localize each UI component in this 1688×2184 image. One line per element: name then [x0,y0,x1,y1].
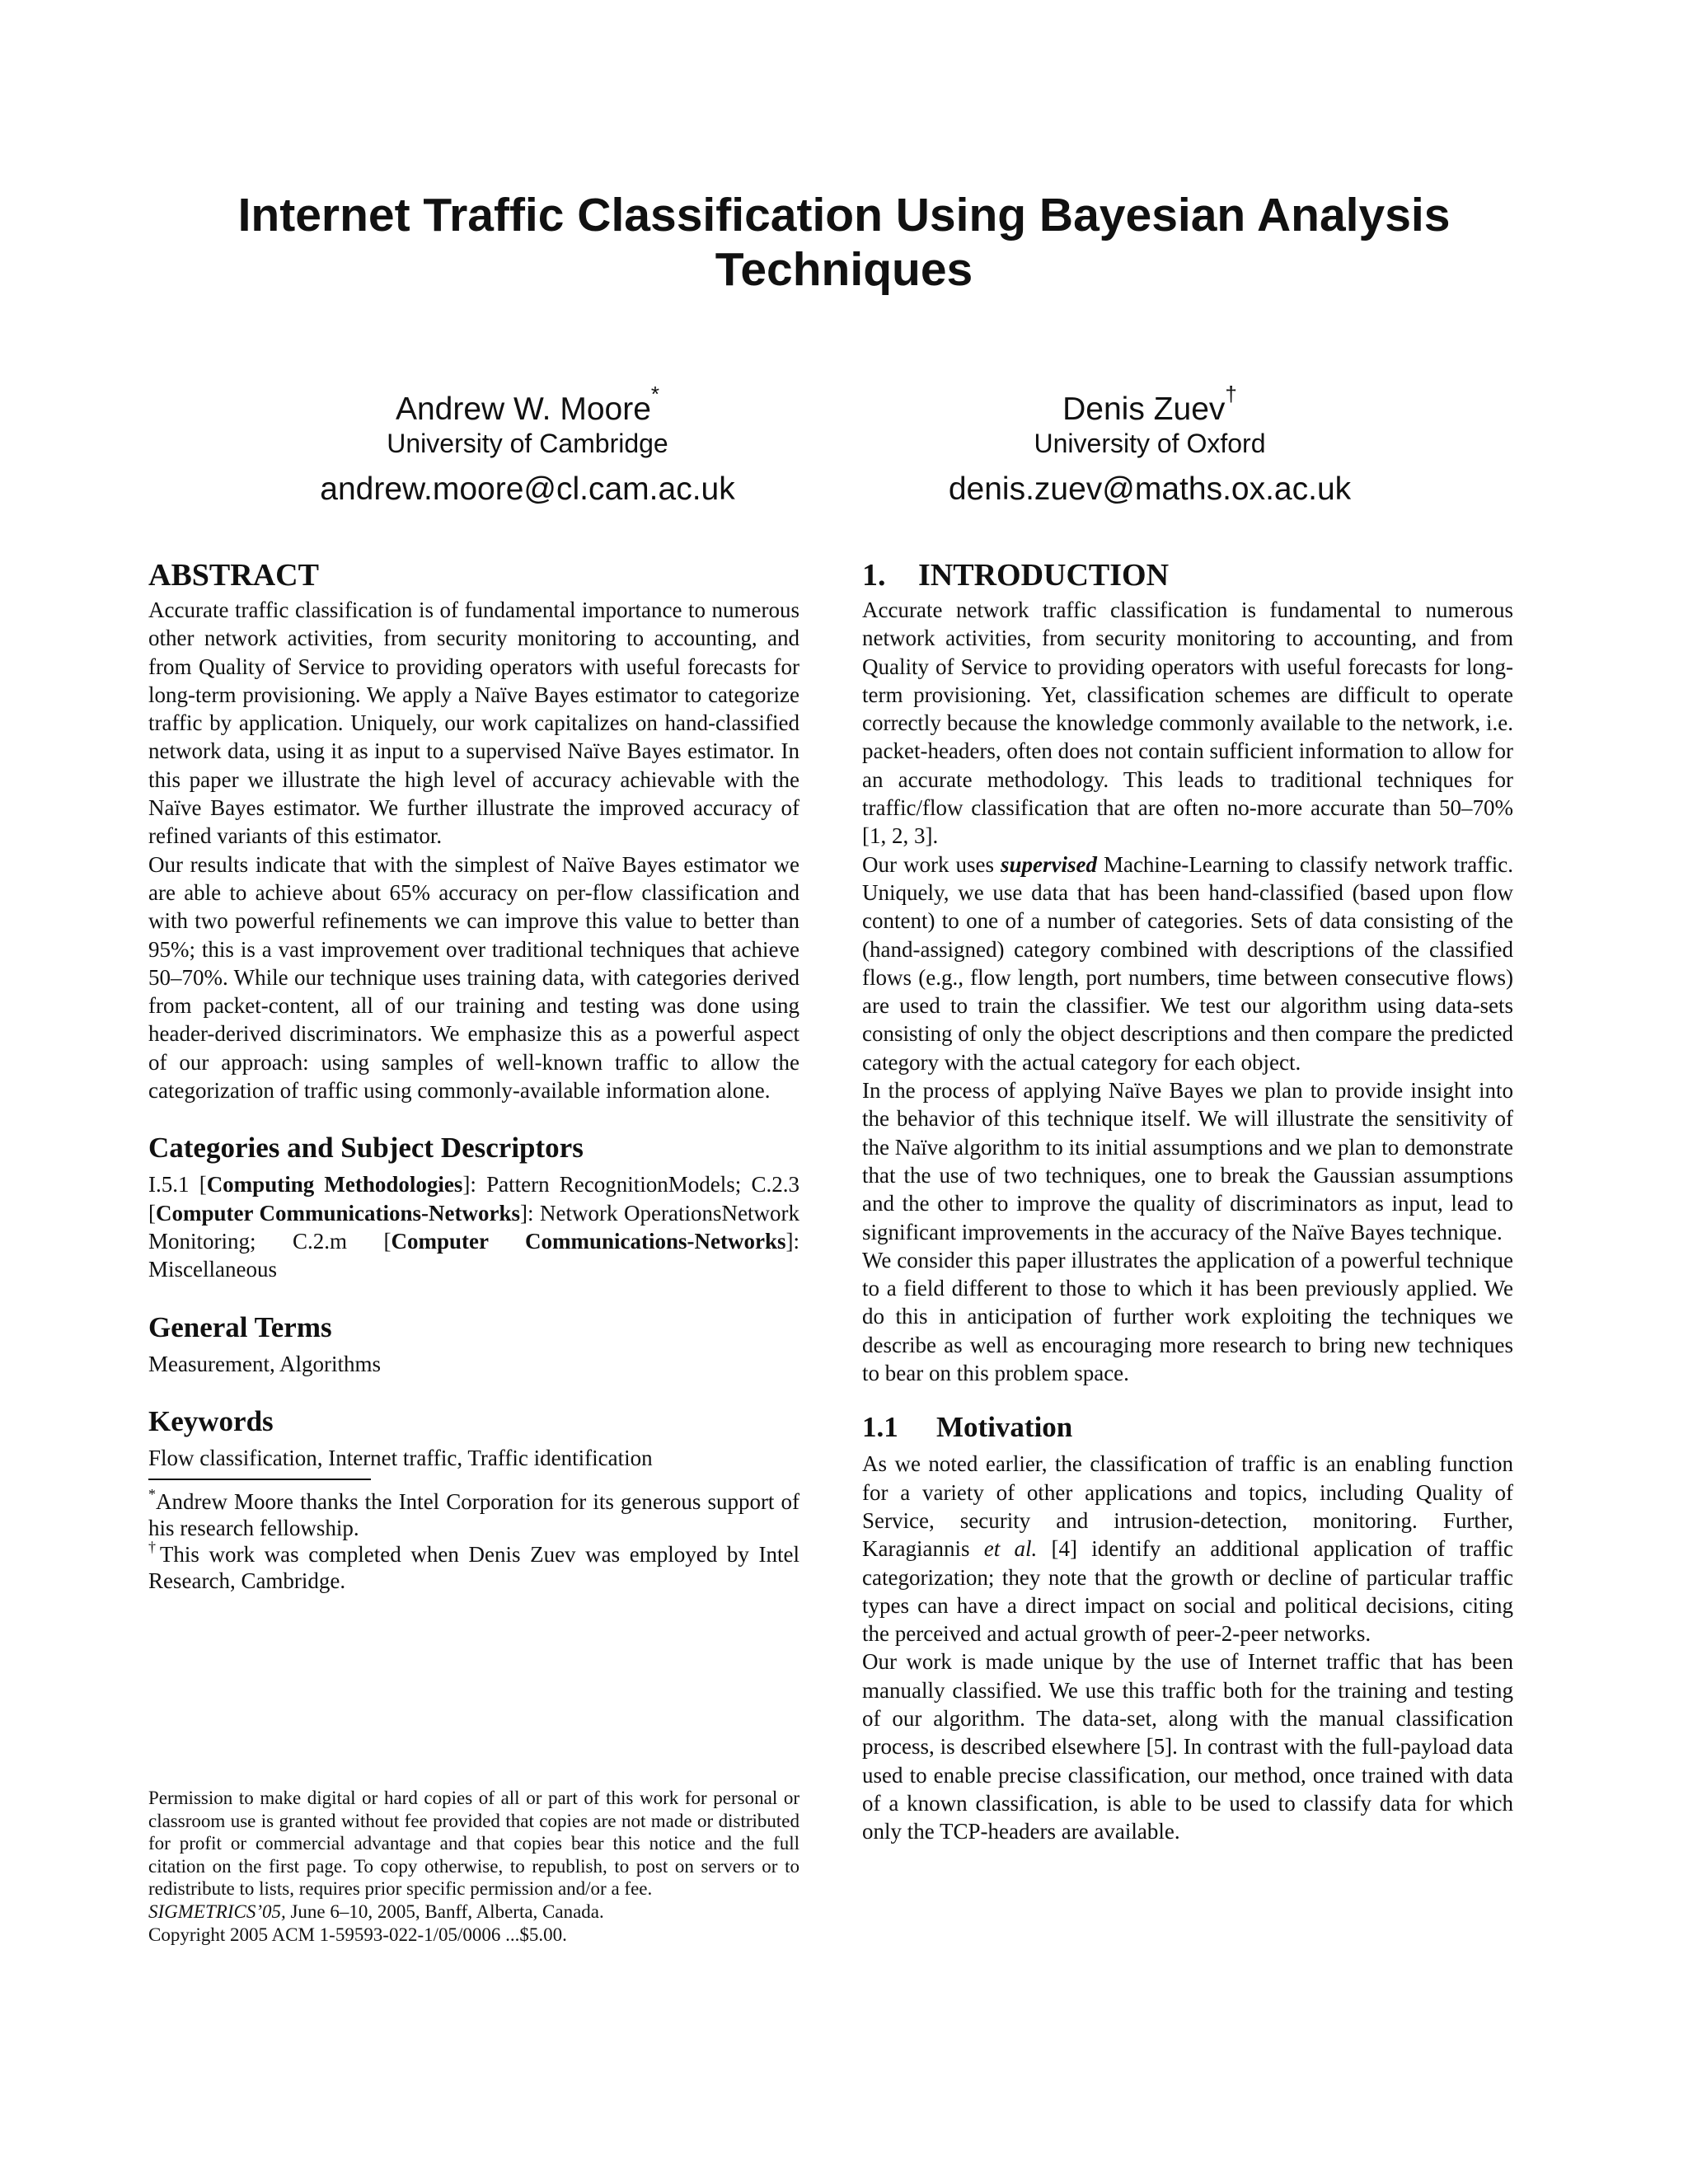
permission-notice [148,1787,799,1946]
categories-heading: Categories and Subject Descriptors [148,1132,584,1165]
abstract-paragraph-2: Our results indicate that with the simplest of Naïve Bayes estimator we are able to achieve about 65% accuracy on per-flow classification and with two powerful refinements we can improve this value to better than 95%; this is a vast improvement over traditional techniques that achieve 50–70%. While our technique uses training data, with categories derived from packet-content, all of our training and testing was done using header-derived discriminators. We emphasize this as a powerful aspect of our approach: using samples of well-known traffic to allow the categorization of traffic using commonly-available information alone. [148,851,799,1104]
categories-text: I.5.1 [Computing Methodologies]: Pattern RecognitionModels; C.2.3 [Computer Communications-Networks]: Network OperationsNetwork Monitoring; C.2.m [Computer Communications-Networks]: Miscellaneous [148,1172,799,1282]
permission-text: Permission to make digital or hard copies of all or part of this work for personal or classroom use is granted without fee provided that copies are not made or distributed for profit or commercial advantage and that copies bear this notice and the full citation on the first page. To copy otherwise, to republish, to post on servers or to redistribute to lists, requires prior specific permission and/or a fee. [148,1788,799,1900]
intro-paragraph-4: We consider this paper illustrates the application of a powerful technique to a field different to those to which it has been previously applied. We do this in anticipation of further work exploiting the techniques we describe as well as encouraging more research to bring new techniques to bear on this problem space. [862,1247,1513,1386]
introduction-heading: 1. INTRODUCTION [862,558,1170,593]
author-affiliation: University of Oxford [1034,429,1266,458]
right-column [862,556,1513,1845]
footnote-divider [148,1479,371,1480]
keywords-heading: Keywords [148,1404,274,1437]
footnote-mark: * [650,382,660,406]
keywords-text: Flow classification, Internet traffic, Traffic identification [148,1445,653,1470]
motivation-paragraph-2: Our work is made unique by the use of Internet traffic that has been manually classified. We use this traffic both for the training and testing of our algorithm. The data-set, along with the manual classification process, is described elsewhere [5]. In contrast with the full-payload data used to enable precise classification, our method, once trained with data of a known classification, is able to be used to classify data for which only the TCP-headers are available. [862,1649,1513,1844]
intro-paragraph-2: Our work uses supervised Machine-Learning to classify network traffic. Uniquely, we use data that has been hand-classified (based upon flow content) to one of a number of categories. Sets of data consisting of the (hand-assigned) category combined with descriptions of the classified flows (e.g., flow length, port numbers, time between consecutive flows) are used to train the classifier. We test our algorithm using data-sets consisting of only the object descriptions and then compare the predicted category with the actual category for each object. [862,851,1513,1075]
author-name-text: Andrew W. Moore [395,391,651,427]
general-terms-heading: General Terms [148,1310,332,1343]
paper-title: Internet Traffic Classification Using Bayesian Analysis Techniques [237,189,1451,296]
author-block-1 [190,382,865,509]
footnote-2: †This work was completed when Denis Zuev was employed by Intel Research, Cambridge. [148,1539,800,1594]
author-affiliation: University of Cambridge [387,429,668,458]
author-email[interactable]: andrew.moore@cl.cam.ac.uk [320,471,735,507]
general-terms-text: Measurement, Algorithms [148,1351,381,1376]
venue-line: SIGMETRICS’05, June 6–10, 2005, Banff, Alberta, Canada. [148,1900,604,1922]
motivation-heading: 1.1 Motivation [862,1411,1073,1444]
copyright-line: Copyright 2005 ACM 1-59593-022-1/05/0006 ...$5.00. [148,1924,567,1945]
intro-paragraph-1: Accurate network traffic classification is fundamental to numerous network activities, from security monitoring to accounting, and from Quality of Service to providing operators with useful forecasts for long-term provisioning. Yet, classification schemes are difficult to operate correctly because the knowledge commonly available to the network, i.e. packet-headers, often does not contain sufficient information to allow for an accurate methodology. This leads to traditional techniques for traffic/flow classification that are often no-more accurate than 50–70% [1, 2, 3]. [862,598,1513,849]
author-name-text: Denis Zuev [1062,391,1226,427]
author-email[interactable]: denis.zuev@maths.ox.ac.uk [948,471,1352,507]
abstract-heading: ABSTRACT [148,558,319,593]
author-name [812,382,1488,428]
motivation-paragraph-1: As we noted earlier, the classification of traffic is an enabling function for a variety of other applications and topics, including Quality of Service, security and intrusion-detection, monitoring. Further, Karagiannis et al. [4] identify an additional application of traffic categorization; they note that the growth or decline of particular traffic types can have a direct impact on social and political decisions, citing the perceived and actual growth of peer-2-peer networks. [862,1451,1513,1647]
footnote-mark: † [1225,382,1237,406]
abstract-paragraph-1: Accurate traffic classification is of fundamental importance to numerous other network activities, from security monitoring to accounting, and from Quality of Service to providing operators with useful forecasts for long-term provisioning. We apply a Naïve Bayes estimator to categorize traffic by application. Uniquely, our work capitalizes on hand-classified network data, using it as input to a supervised Naïve Bayes estimator. In this paper we illustrate the high level of accuracy achievable with the Naïve Bayes estimator. We further illustrate the improved accuracy of refined variants of this estimator. [148,598,799,849]
footnote-1: *Andrew Moore thanks the Intel Corporation for its generous support of his research fellowship. [148,1486,799,1541]
left-column [148,556,799,1594]
author-block-2 [812,382,1488,509]
intro-paragraph-3: In the process of applying Naïve Bayes we plan to provide insight into the behavior of this technique itself. We will illustrate the sensitivity of the Naïve algorithm to its initial assumptions and we plan to demonstrate that the use of two techniques, one to break the Gaussian assumptions and the other to improve the quality of discriminators as input, lead to significant improvements in the accuracy of the Naïve Bayes technique. [862,1078,1513,1244]
author-name [190,382,865,428]
